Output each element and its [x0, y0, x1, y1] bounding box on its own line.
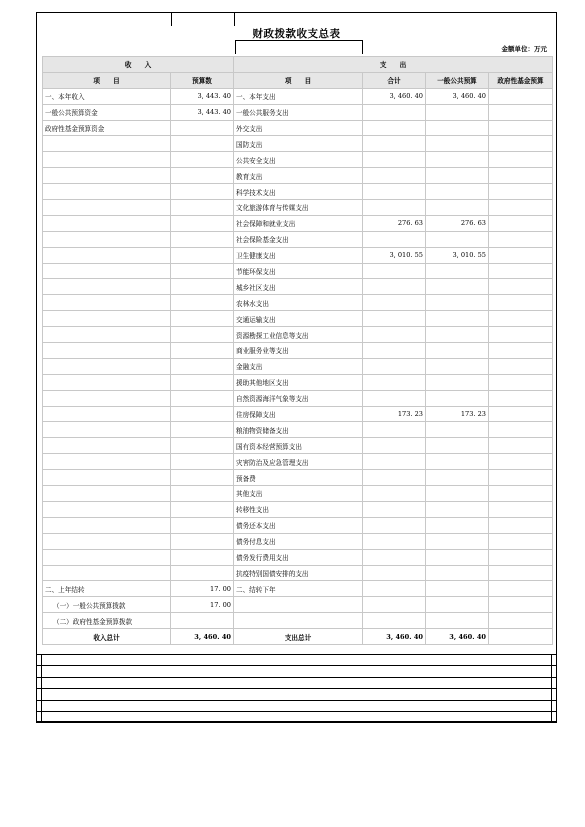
expense-general-cell	[426, 343, 489, 359]
expense-total-cell	[363, 120, 426, 136]
expense-total-cell	[363, 358, 426, 374]
expense-item-cell: 一般公共服务支出	[234, 104, 363, 120]
income-amount-cell	[171, 549, 234, 565]
blank-grid-row	[37, 655, 557, 666]
expense-fund-cell	[489, 168, 553, 184]
expense-general-cell	[426, 501, 489, 517]
col-header-income-item: 项 目	[43, 72, 171, 88]
income-amount-cell	[171, 168, 234, 184]
blank-grid-row	[37, 666, 557, 677]
blank-grid-cell	[552, 666, 557, 677]
income-amount-cell: 17. 00	[171, 581, 234, 597]
blank-grid-row	[37, 677, 557, 688]
blank-grid-cell	[42, 689, 552, 700]
expense-general-cell: 276. 63	[426, 215, 489, 231]
expense-item-cell: 社会保障和就业支出	[234, 215, 363, 231]
blank-grid-cell	[552, 677, 557, 688]
income-item-cell	[43, 422, 171, 438]
income-item-cell	[43, 200, 171, 216]
income-amount-cell	[171, 613, 234, 629]
expense-total-cell	[363, 597, 426, 613]
header-column-row	[43, 72, 553, 88]
expense-general-total: 3, 460. 40	[426, 629, 489, 645]
expense-general-cell	[426, 581, 489, 597]
expense-general-cell	[426, 374, 489, 390]
expense-fund-cell	[489, 88, 553, 104]
income-amount-cell	[171, 311, 234, 327]
expense-total-cell	[363, 533, 426, 549]
table-row	[43, 168, 553, 184]
expense-total-cell	[363, 454, 426, 470]
expense-total-label: 支出总计	[234, 629, 363, 645]
income-item-cell	[43, 438, 171, 454]
blank-grid-row	[37, 689, 557, 700]
income-amount-cell	[171, 247, 234, 263]
expense-general-cell	[426, 279, 489, 295]
expense-item-cell	[234, 613, 363, 629]
income-amount-cell	[171, 120, 234, 136]
table-row	[43, 613, 553, 629]
income-amount-cell	[171, 422, 234, 438]
expense-item-cell: 二、结转下年	[234, 581, 363, 597]
expense-fund-cell	[489, 215, 553, 231]
income-item-cell: 政府性基金预算资金	[43, 120, 171, 136]
expense-fund-cell	[489, 517, 553, 533]
income-item-cell	[43, 390, 171, 406]
table-row	[43, 549, 553, 565]
expense-fund-cell	[489, 390, 553, 406]
table-row	[43, 263, 553, 279]
expense-general-cell	[426, 422, 489, 438]
expense-fund-cell	[489, 184, 553, 200]
income-amount-cell	[171, 533, 234, 549]
blank-grid-cell	[42, 700, 552, 711]
expense-total-cell: 173. 23	[363, 406, 426, 422]
income-amount-cell	[171, 565, 234, 581]
expense-item-cell: 援助其他地区支出	[234, 374, 363, 390]
expense-general-cell	[426, 120, 489, 136]
expense-general-cell	[426, 613, 489, 629]
income-amount-cell	[171, 263, 234, 279]
table-row	[43, 565, 553, 581]
table-row	[43, 104, 553, 120]
income-amount-cell	[171, 215, 234, 231]
expense-item-cell: 粮油物资储备支出	[234, 422, 363, 438]
table-row	[43, 358, 553, 374]
income-total-amount: 3, 460. 40	[171, 629, 234, 645]
income-item-cell	[43, 279, 171, 295]
expense-total-cell	[363, 104, 426, 120]
income-amount-cell	[171, 406, 234, 422]
expense-fund-cell	[489, 311, 553, 327]
expense-item-cell: 债务还本支出	[234, 517, 363, 533]
expense-fund-cell	[489, 104, 553, 120]
table-row	[43, 343, 553, 359]
frame-tick	[234, 12, 235, 26]
income-item-cell	[43, 263, 171, 279]
table-row	[43, 215, 553, 231]
income-amount-cell	[171, 374, 234, 390]
blank-grid-cell	[42, 711, 552, 722]
table-row	[43, 88, 553, 104]
expense-fund-cell	[489, 613, 553, 629]
expense-general-cell	[426, 597, 489, 613]
expense-general-cell	[426, 358, 489, 374]
expense-total-cell	[363, 581, 426, 597]
expense-item-cell: 其他支出	[234, 486, 363, 502]
expense-fund-total	[489, 629, 553, 645]
expense-fund-cell	[489, 152, 553, 168]
table-row	[43, 581, 553, 597]
expense-item-cell: 自然资源海洋气象等支出	[234, 390, 363, 406]
income-item-cell	[43, 311, 171, 327]
table-row	[43, 231, 553, 247]
expense-general-cell	[426, 200, 489, 216]
expense-total-cell: 3, 010. 55	[363, 247, 426, 263]
blank-grid-row	[37, 711, 557, 722]
expense-general-cell	[426, 104, 489, 120]
expense-fund-cell	[489, 231, 553, 247]
table-row	[43, 279, 553, 295]
expense-general-cell	[426, 231, 489, 247]
expense-item-cell: 商业服务业等支出	[234, 343, 363, 359]
income-item-cell: 一、本年收入	[43, 88, 171, 104]
table-row	[43, 486, 553, 502]
income-amount-cell	[171, 295, 234, 311]
table-row	[43, 200, 553, 216]
expense-fund-cell	[489, 295, 553, 311]
expense-fund-cell	[489, 438, 553, 454]
expense-total-cell	[363, 168, 426, 184]
expense-general-cell	[426, 517, 489, 533]
expense-item-cell: 金融支出	[234, 358, 363, 374]
expense-total-cell	[363, 549, 426, 565]
income-item-cell: 二、上年结转	[43, 581, 171, 597]
expense-fund-cell	[489, 343, 553, 359]
expense-total-cell	[363, 486, 426, 502]
title-underline	[235, 40, 363, 41]
income-amount-cell: 3, 443. 40	[171, 104, 234, 120]
expense-fund-cell	[489, 501, 553, 517]
col-header-expense-item: 项 目	[234, 72, 363, 88]
income-amount-cell	[171, 470, 234, 486]
expense-fund-cell	[489, 247, 553, 263]
header-group-row	[43, 57, 553, 73]
income-item-cell	[43, 231, 171, 247]
expense-total-cell	[363, 152, 426, 168]
budget-table	[42, 56, 553, 645]
table-row	[43, 120, 553, 136]
table-row	[43, 311, 553, 327]
income-item-cell	[43, 247, 171, 263]
page-title: 财政拨款收支总表	[252, 28, 341, 40]
expense-general-cell	[426, 136, 489, 152]
expense-item-cell: 债务发行费用支出	[234, 549, 363, 565]
expense-general-cell	[426, 152, 489, 168]
expense-item-cell	[234, 597, 363, 613]
expense-fund-cell	[489, 470, 553, 486]
blank-grid-row	[37, 700, 557, 711]
expense-fund-cell	[489, 200, 553, 216]
expense-group-header: 支 出	[234, 57, 553, 73]
expense-total-cell: 3, 460. 40	[363, 88, 426, 104]
income-item-cell	[43, 374, 171, 390]
table-row	[43, 374, 553, 390]
expense-item-cell: 外交支出	[234, 120, 363, 136]
bottom-blank-grid	[36, 654, 557, 723]
expense-general-cell	[426, 533, 489, 549]
expense-general-cell	[426, 168, 489, 184]
expense-item-cell: 教育支出	[234, 168, 363, 184]
income-item-cell	[43, 358, 171, 374]
income-item-cell	[43, 152, 171, 168]
expense-total-cell	[363, 263, 426, 279]
expense-total-cell	[363, 295, 426, 311]
income-item-cell	[43, 486, 171, 502]
expense-general-cell	[426, 184, 489, 200]
expense-item-cell: 科学技术支出	[234, 184, 363, 200]
income-amount-cell	[171, 279, 234, 295]
expense-item-cell: 农林水支出	[234, 295, 363, 311]
expense-total-cell	[363, 231, 426, 247]
expense-total-cell	[363, 422, 426, 438]
income-item-cell	[43, 454, 171, 470]
expense-item-cell: 卫生健康支出	[234, 247, 363, 263]
expense-fund-cell	[489, 533, 553, 549]
expense-general-cell	[426, 549, 489, 565]
expense-general-cell	[426, 438, 489, 454]
income-item-cell	[43, 533, 171, 549]
expense-general-cell	[426, 327, 489, 343]
expense-total-cell	[363, 501, 426, 517]
expense-total-cell	[363, 343, 426, 359]
income-item-cell	[43, 501, 171, 517]
expense-total-amount: 3, 460. 40	[363, 629, 426, 645]
expense-fund-cell	[489, 136, 553, 152]
expense-fund-cell	[489, 422, 553, 438]
income-item-cell: 一般公共预算资金	[43, 104, 171, 120]
expense-item-cell: 节能环保支出	[234, 263, 363, 279]
expense-item-cell: 公共安全支出	[234, 152, 363, 168]
expense-fund-cell	[489, 263, 553, 279]
expense-fund-cell	[489, 327, 553, 343]
expense-item-cell: 灾害防治及应急管理支出	[234, 454, 363, 470]
income-amount-cell	[171, 343, 234, 359]
income-amount-cell: 3, 443. 40	[171, 88, 234, 104]
expense-fund-cell	[489, 565, 553, 581]
income-amount-cell	[171, 200, 234, 216]
expense-item-cell: 社会保险基金支出	[234, 231, 363, 247]
income-item-cell	[43, 406, 171, 422]
table-row	[43, 517, 553, 533]
income-group-header: 收 入	[43, 57, 234, 73]
expense-fund-cell	[489, 120, 553, 136]
expense-total-cell	[363, 613, 426, 629]
income-item-cell	[43, 517, 171, 533]
expense-total-cell	[363, 184, 426, 200]
expense-total-cell	[363, 565, 426, 581]
income-item-cell	[43, 565, 171, 581]
col-header-total: 合计	[363, 72, 426, 88]
table-row	[43, 247, 553, 263]
expense-fund-cell	[489, 454, 553, 470]
expense-item-cell: 国防支出	[234, 136, 363, 152]
expense-item-cell: 城乡社区支出	[234, 279, 363, 295]
blank-grid-cell	[42, 666, 552, 677]
expense-fund-cell	[489, 549, 553, 565]
table-row	[43, 152, 553, 168]
income-item-cell	[43, 470, 171, 486]
title-tick	[362, 40, 363, 54]
income-item-cell	[43, 215, 171, 231]
title-tick	[235, 40, 236, 54]
expense-item-cell: 交通运输支出	[234, 311, 363, 327]
income-item-cell	[43, 343, 171, 359]
income-item-cell	[43, 168, 171, 184]
expense-total-cell	[363, 200, 426, 216]
table-row	[43, 390, 553, 406]
totals-row	[43, 629, 553, 645]
table-row	[43, 597, 553, 613]
expense-item-cell: 抗疫特别国债安排的支出	[234, 565, 363, 581]
expense-fund-cell	[489, 581, 553, 597]
expense-general-cell	[426, 295, 489, 311]
table-row	[43, 136, 553, 152]
expense-general-cell	[426, 311, 489, 327]
blank-grid-cell	[552, 711, 557, 722]
expense-total-cell	[363, 470, 426, 486]
income-amount-cell	[171, 358, 234, 374]
blank-grid-cell	[552, 655, 557, 666]
expense-total-cell	[363, 374, 426, 390]
income-total-label: 收入总计	[43, 629, 171, 645]
expense-item-cell: 转移性支出	[234, 501, 363, 517]
income-amount-cell	[171, 327, 234, 343]
table-row	[43, 470, 553, 486]
frame-tick	[171, 12, 172, 26]
expense-general-cell	[426, 486, 489, 502]
expense-fund-cell	[489, 358, 553, 374]
col-header-general: 一般公共预算	[426, 72, 489, 88]
expense-item-cell: 预备费	[234, 470, 363, 486]
table-row	[43, 422, 553, 438]
expense-item-cell: 住房保障支出	[234, 406, 363, 422]
expense-fund-cell	[489, 597, 553, 613]
income-item-cell	[43, 184, 171, 200]
expense-total-cell	[363, 517, 426, 533]
blank-grid-cell	[552, 700, 557, 711]
table-row	[43, 438, 553, 454]
expense-general-cell: 3, 010. 55	[426, 247, 489, 263]
expense-fund-cell	[489, 374, 553, 390]
table-row	[43, 533, 553, 549]
expense-general-cell	[426, 390, 489, 406]
expense-total-cell	[363, 279, 426, 295]
expense-fund-cell	[489, 406, 553, 422]
expense-item-cell: 国有资本经营预算支出	[234, 438, 363, 454]
expense-total-cell: 276. 63	[363, 215, 426, 231]
table-row	[43, 184, 553, 200]
expense-general-cell: 173. 23	[426, 406, 489, 422]
income-amount-cell	[171, 438, 234, 454]
income-item-cell	[43, 295, 171, 311]
income-amount-cell	[171, 486, 234, 502]
expense-fund-cell	[489, 279, 553, 295]
expense-total-cell	[363, 390, 426, 406]
expense-fund-cell	[489, 486, 553, 502]
unit-label: 金额单位：万元	[501, 45, 547, 53]
expense-item-cell: 债务付息支出	[234, 533, 363, 549]
expense-total-cell	[363, 136, 426, 152]
expense-general-cell	[426, 454, 489, 470]
income-item-cell	[43, 327, 171, 343]
income-amount-cell	[171, 184, 234, 200]
expense-total-cell	[363, 438, 426, 454]
expense-item-cell: 一、本年支出	[234, 88, 363, 104]
income-amount-cell: 17. 00	[171, 597, 234, 613]
blank-grid-cell	[42, 677, 552, 688]
income-item-cell: （一）一般公共预算拨款	[43, 597, 171, 613]
expense-general-cell	[426, 565, 489, 581]
expense-total-cell	[363, 327, 426, 343]
income-amount-cell	[171, 390, 234, 406]
table-row	[43, 406, 553, 422]
col-header-fund: 政府性基金预算	[489, 72, 553, 88]
expense-total-cell	[363, 311, 426, 327]
table-row	[43, 454, 553, 470]
income-amount-cell	[171, 136, 234, 152]
table-row	[43, 327, 553, 343]
blank-grid-cell	[42, 655, 552, 666]
expense-general-cell	[426, 470, 489, 486]
income-amount-cell	[171, 501, 234, 517]
income-item-cell	[43, 549, 171, 565]
income-amount-cell	[171, 454, 234, 470]
table-row	[43, 501, 553, 517]
income-item-cell: （二）政府性基金预算拨款	[43, 613, 171, 629]
income-amount-cell	[171, 517, 234, 533]
income-amount-cell	[171, 231, 234, 247]
table-row	[43, 295, 553, 311]
expense-item-cell: 资源勘探工业信息等支出	[234, 327, 363, 343]
blank-grid-cell	[552, 689, 557, 700]
expense-general-cell: 3, 460. 40	[426, 88, 489, 104]
income-amount-cell	[171, 152, 234, 168]
col-header-budget: 预算数	[171, 72, 234, 88]
income-item-cell	[43, 136, 171, 152]
expense-item-cell: 文化旅游体育与传媒支出	[234, 200, 363, 216]
expense-general-cell	[426, 263, 489, 279]
